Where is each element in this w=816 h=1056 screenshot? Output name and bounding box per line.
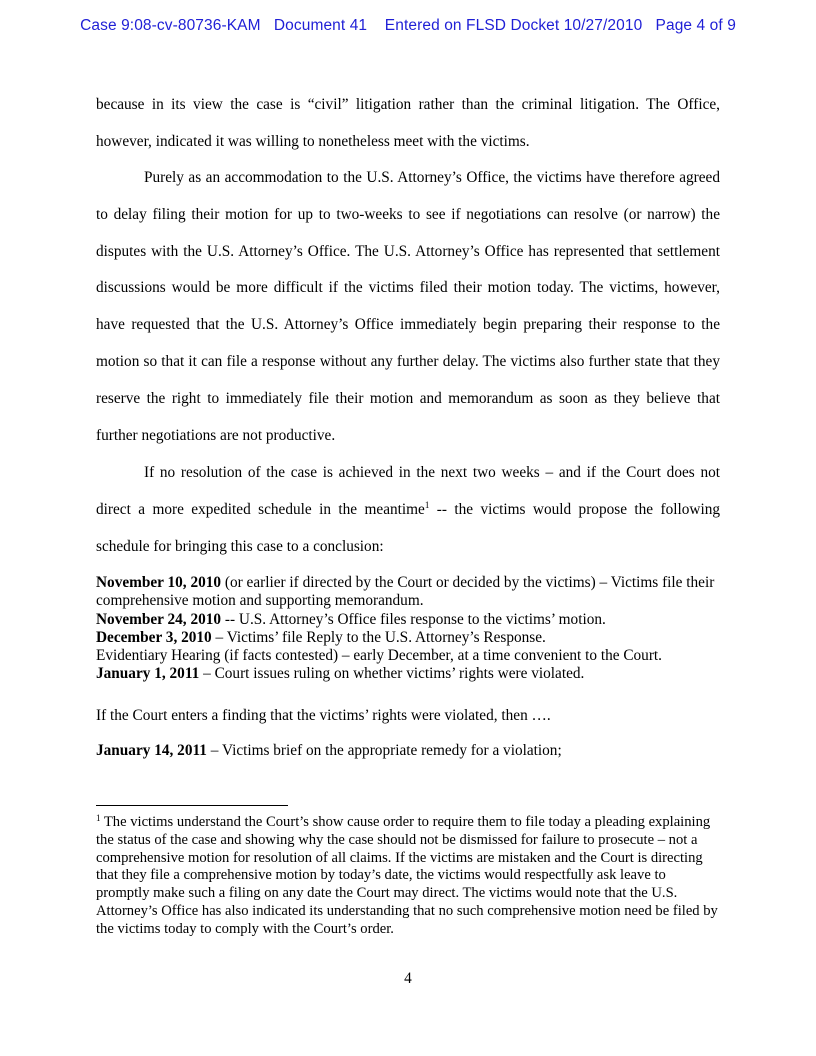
schedule-date: December 3, 2010 bbox=[96, 628, 212, 646]
schedule-entry-reply bbox=[96, 629, 720, 647]
paragraph-proposed-schedule bbox=[96, 455, 720, 565]
remedy-brief-entry bbox=[96, 742, 720, 760]
header-page-count: Page 4 of 9 bbox=[655, 17, 736, 34]
docket-header bbox=[0, 17, 816, 35]
schedule-entry-motion bbox=[96, 574, 720, 611]
schedule-date: January 1, 2011 bbox=[96, 665, 200, 683]
schedule-description: -- U.S. Attorney’s Office files response to the victims’ motion. bbox=[221, 610, 606, 628]
schedule-description: – Court issues ruling on whether victims’ rights were violated. bbox=[199, 665, 585, 683]
paragraph-office-position: because in its view the case is “civil” litigation rather than the criminal litigation. The Office, however, indicated it was willing to nonetheless meet with the victims. bbox=[96, 96, 720, 150]
remedy-description: – Victims brief on the appropriate remedy for a violation; bbox=[206, 742, 562, 759]
schedule-description: Evidentiary Hearing (if facts contested) – early December, at a time convenient to the Court. bbox=[96, 647, 662, 665]
conditional-finding-text: If the Court enters a finding that the victims’ rights were violated, then …. bbox=[96, 707, 551, 724]
header-entered-docket: Entered on FLSD Docket 10/27/2010 bbox=[384, 17, 643, 34]
header-case-number: Case 9:08-cv-80736-KAM bbox=[80, 17, 261, 34]
schedule-description: (or earlier if directed by the Court or decided by the victims) – Victims file their comprehensive motion and supporting memorandum. bbox=[96, 574, 715, 610]
paragraph-schedule-text-after: -- the victims would propose the following schedule for bringing this case to a conclusion: bbox=[96, 500, 720, 555]
schedule-description: – Victims’ file Reply to the U.S. Attorney’s Response. bbox=[211, 628, 546, 646]
paragraph-schedule-text-before: If no resolution of the case is achieved in the next two weeks – and if the Court does not direct a more expedited schedule in the meantime bbox=[96, 464, 720, 518]
schedule-entry-response bbox=[96, 611, 720, 629]
schedule-list bbox=[96, 574, 720, 684]
schedule-date: November 24, 2010 bbox=[96, 610, 222, 628]
footnote-separator bbox=[96, 805, 288, 806]
footnote-text: The victims understand the Court’s show cause order to require them to file today a pleading explaining the status of the case and showing why the case should not be dismissed for failure to prosecute – not a comprehensive motion for resolution of all claims. If the victims are mistaken and the Court is directing that they file a comprehensive motion by today’s date, the victims would respectfully ask leave to promptly make such a filing on any date the Court may direct. The victims would note that the U.S. Attorney’s Office has also indicated its understanding that no such comprehensive motion need be filed by the victims today to comply with the Court’s order. bbox=[96, 814, 718, 937]
paragraph-accommodation: Purely as an accommodation to the U.S. Attorney’s Office, the victims have therefore agreed to delay filing their motion for up to two-weeks to see if negotiations can resolve (or narrow) the disputes with the U.S. Attorney’s Office. The U.S. Attorney’s Office has represented that settlement discussions would be more difficult if the victims filed their motion today. The victims, however, have requested that the U.S. Attorney’s Office immediately begin preparing their response to the motion so that it can file a response without any further delay. The victims also further state that they reserve the right to immediately file their motion and memorandum as soon as they believe that further negotiations are not productive. bbox=[96, 169, 720, 444]
schedule-entry-hearing bbox=[96, 647, 720, 665]
schedule-date: November 10, 2010 bbox=[96, 574, 222, 591]
footnote-1 bbox=[96, 814, 720, 939]
header-document-number: Document 41 bbox=[273, 17, 368, 34]
page-number: 4 bbox=[404, 970, 412, 987]
footnote-marker: 1 bbox=[96, 813, 101, 823]
schedule-entry-ruling bbox=[96, 665, 720, 683]
remedy-date: January 14, 2011 bbox=[96, 742, 207, 759]
footnote-reference-marker: 1 bbox=[424, 499, 430, 510]
